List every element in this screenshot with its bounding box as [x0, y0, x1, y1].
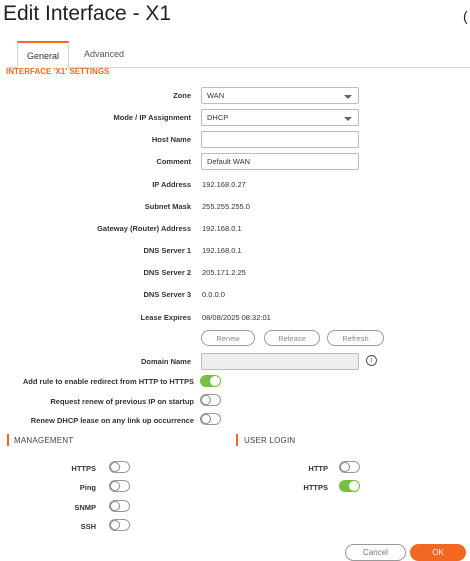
tab-advanced[interactable]: Advanced	[83, 49, 125, 59]
host-name-label: Host Name	[151, 135, 191, 144]
dns2-value: 205.171.2.25	[202, 268, 246, 277]
dns3-label: DNS Server 3	[143, 290, 191, 299]
mode-select[interactable]	[201, 109, 359, 126]
mgmt-snmp-label: SNMP	[74, 503, 96, 512]
zone-select[interactable]	[201, 87, 359, 104]
refresh-button[interactable]: Refresh	[327, 330, 384, 346]
close-icon[interactable]: (	[463, 8, 468, 24]
zone-label: Zone	[173, 91, 191, 100]
login-http-toggle[interactable]	[339, 461, 360, 473]
gateway-label: Gateway (Router) Address	[97, 224, 191, 233]
toggle-knob	[110, 520, 120, 530]
section-title: INTERFACE 'X1' SETTINGS	[6, 67, 110, 76]
renew-link-up-toggle[interactable]	[200, 413, 221, 425]
subnet-mask-value: 255.255.255.0	[202, 202, 250, 211]
chevron-down-icon	[344, 95, 352, 99]
gateway-value: 192.168.0.1	[202, 224, 242, 233]
toggle-knob	[110, 462, 120, 472]
ip-address-label: IP Address	[152, 180, 191, 189]
lease-expires-value: 08/08/2025 08:32:01	[202, 313, 271, 322]
mgmt-snmp-toggle[interactable]	[109, 500, 130, 512]
mgmt-https-toggle[interactable]	[109, 461, 130, 473]
toggle-knob	[110, 501, 120, 511]
renew-previous-ip-toggle[interactable]	[200, 394, 221, 406]
toggle-knob	[340, 462, 350, 472]
ip-address-value: 192.168.0.27	[202, 180, 246, 189]
renew-link-up-label: Renew DHCP lease on any link up occurrence	[30, 416, 194, 425]
dns2-label: DNS Server 2	[143, 268, 191, 277]
zone-value: WAN	[207, 91, 225, 100]
comment-label: Comment	[156, 157, 191, 166]
toggle-knob	[210, 376, 220, 386]
ok-button[interactable]: OK	[410, 544, 466, 561]
release-button[interactable]: Release	[264, 330, 320, 346]
mgmt-https-label: HTTPS	[71, 464, 96, 473]
toggle-knob	[349, 481, 359, 491]
mgmt-ssh-toggle[interactable]	[109, 519, 130, 531]
comment-field[interactable]: Default WAN	[201, 153, 359, 170]
renew-button[interactable]: Renew	[201, 330, 255, 346]
toggle-knob	[110, 481, 120, 491]
chevron-down-icon	[344, 117, 352, 121]
management-accent-bar	[7, 434, 9, 446]
domain-name-label: Domain Name	[140, 357, 191, 366]
cancel-button[interactable]: Cancel	[345, 544, 406, 561]
tab-general[interactable]: General	[17, 41, 69, 70]
management-title: MANAGEMENT	[14, 436, 74, 445]
page-title: Edit Interface - X1	[3, 2, 172, 25]
login-http-label: HTTP	[308, 464, 328, 473]
host-name-field[interactable]	[201, 131, 359, 148]
mode-label: Mode / IP Assignment	[113, 113, 191, 122]
domain-name-field	[201, 353, 359, 370]
subnet-mask-label: Subnet Mask	[144, 202, 191, 211]
lease-expires-label: Lease Expires	[140, 313, 191, 322]
mgmt-ping-label: Ping	[79, 483, 96, 492]
user-login-title: USER LOGIN	[244, 436, 296, 445]
login-https-toggle[interactable]	[339, 480, 360, 492]
renew-previous-ip-label: Request renew of previous IP on startup	[50, 397, 194, 406]
toggle-knob	[201, 395, 211, 405]
mgmt-ping-toggle[interactable]	[109, 480, 130, 492]
info-icon[interactable]: i	[366, 355, 377, 366]
redirect-http-toggle[interactable]	[200, 375, 221, 387]
dns1-label: DNS Server 1	[143, 246, 191, 255]
mgmt-ssh-label: SSH	[80, 522, 96, 531]
user-login-accent-bar	[236, 434, 238, 446]
dns1-value: 192.168.0.1	[202, 246, 242, 255]
dns3-value: 0.0.0.0	[202, 290, 225, 299]
toggle-knob	[201, 414, 211, 424]
mode-value: DHCP	[207, 113, 229, 122]
redirect-http-label: Add rule to enable redirect from HTTP to HTTPS	[22, 377, 194, 386]
login-https-label: HTTPS	[303, 483, 328, 492]
